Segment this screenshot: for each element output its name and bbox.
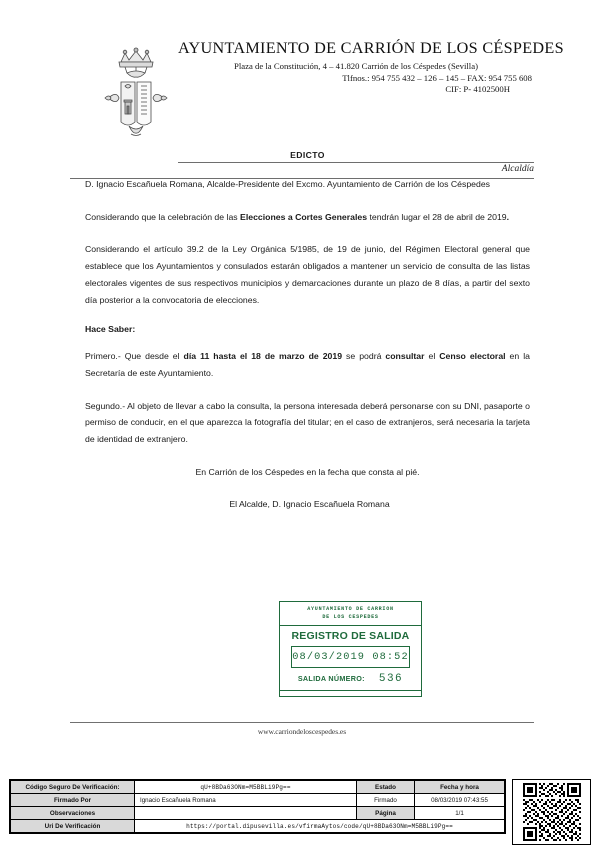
qr-code-icon[interactable] [512,779,591,845]
primero-part-b: se podrá [342,351,386,362]
firmado-por-label: Firmado Por [11,794,135,807]
table-row [11,794,505,807]
primero-bold-consultar: consultar [385,351,425,362]
intro-paragraph: D. Ignacio Escañuela Romana, Alcalde-Presidente del Excmo. Ayuntamiento de Carrión de los Céspedes [85,179,491,189]
paragraph-segundo: Segundo.- Al objeto de llevar a cabo la consulta, la persona interesada deberá personarse con su DNI, pasaporte o permiso de conducir, en el que aparezca la fotografía del titular; en el caso de extranjeros, será necesaria la tarjeta de identidad de extranjero. [85,400,530,445]
stamp-datetime: 08/03/2019 08:52 [291,646,410,668]
stamp-org-line-2: DE LOS CESPEDES [322,613,379,620]
organization-address: Plaza de la Constitución, 4 – 41.820 Carrión de los Céspedes (Sevilla) [234,61,478,71]
stamp-title: REGISTRO DE SALIDA [291,629,410,642]
para1-bold-elections: Elecciones a Cortes Generales [240,211,368,222]
estado-value: Firmado [357,794,415,807]
footer-website: www.carriondeloscespedes.es [257,727,347,736]
coat-of-arms-icon [97,40,175,144]
para1-part-b: tendrán lugar el 28 de abril de 2019 [367,211,507,222]
paragraph-considerando-2: Considerando el artículo 39.2 de la Ley Orgánica 5/1985, de 19 de junio, del Régimen Electoral general que establece que los Ayuntamientos y consulados estarán obligados a mantener un servicio de consulta de las listas electorales vigentes de sus respectivos municipios y demarcaciones durante un plazo de 8 días, a partir del sexto día posterior a la convocatoria de elecciones. [85,244,530,305]
place-and-date: En Carrión de los Céspedes en la fecha que consta al pié. [195,466,420,477]
registro-de-salida-stamp [279,601,422,697]
primero-part-d: en la Secretaría de este Ayuntamiento. [85,351,530,378]
observaciones-label: Observaciones [11,807,135,820]
estado-header: Estado [357,781,415,794]
primero-part-c: el [424,351,440,362]
paragraph-considerando-1 [85,209,530,226]
primero-bold-dates: día 11 hasta el 18 de marzo de 2019 [183,351,343,362]
stamp-organization [280,602,421,626]
observaciones-value [135,807,357,820]
paragraph-primero [85,348,530,381]
para1-part-a: Considerando que la celebración de las [85,211,241,222]
uri-verificacion-label: Uri De Verificación [11,820,135,833]
table-row [11,781,505,794]
document-body [85,150,530,513]
hace-saber-heading: Hace Saber: [85,324,136,335]
page-title: EDICTO [290,150,325,160]
stamp-org-line-1: AYUNTAMIENTO DE CARRION [307,606,394,612]
primero-bold-censo: Censo electoral [439,351,506,362]
csv-value: qU+8BDa63ONm=M5BBLi9Pg== [135,781,357,794]
para1-period: . [506,211,510,222]
footer-divider [70,722,534,723]
stamp-footer-strip [280,691,421,696]
stamp-number-value: 536 [378,672,404,685]
verification-table [9,779,506,834]
organization-phones: Tlfnos.: 954 755 432 – 126 – 145 – FAX: 954 755 608 [342,72,532,83]
pagina-value: 1/1 [415,807,505,820]
organization-title: AYUNTAMIENTO DE CARRIÓN DE LOS CÉSPEDES [178,39,564,57]
table-row [11,807,505,820]
firmado-por-value: Ignacio Escañuela Romana [135,794,357,807]
fecha-hora-header: Fecha y hora [415,781,505,794]
fecha-hora-value: 08/03/2019 07:43:55 [415,794,505,807]
pagina-label: Página [357,807,415,820]
stamp-number-label: SALIDA NÚMERO: [297,673,365,683]
csv-label: Código Seguro De Verificación: [11,781,135,794]
table-row [11,820,505,833]
header-text-block [178,39,564,96]
primero-part-a: Primero.- Que desde el [85,351,184,362]
signature-line: El Alcalde, D. Ignacio Escañuela Romana [229,499,390,510]
department-label: Alcaldía [501,164,534,174]
organization-cif: CIF: P- 4102500H [445,84,510,95]
uri-verificacion-value: https://portal.dipusevilla.es/vfirmaAytos/code/qU+8BDa63ONm=M5BBLi9Pg== [135,820,505,833]
stamp-number-row [280,673,421,691]
